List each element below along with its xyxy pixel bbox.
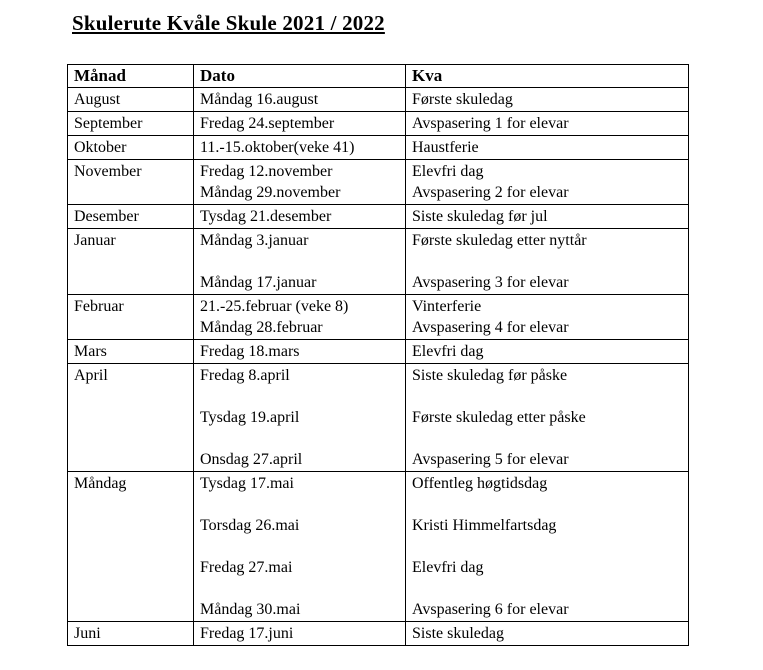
cell-line: Januar — [74, 232, 116, 249]
cell-line: Fredag 27.mai — [200, 559, 293, 576]
date-cell — [194, 88, 406, 112]
month-cell — [68, 472, 194, 622]
table-row — [68, 136, 689, 160]
schedule-table-header — [68, 65, 689, 88]
cell-line: Tysdag 21.desember — [200, 208, 332, 225]
cell-line: Elevfri dag — [412, 163, 484, 180]
month-cell — [68, 88, 194, 112]
date-cell — [194, 205, 406, 229]
event-cell — [406, 160, 689, 205]
cell-line: Siste skuledag før jul — [412, 208, 548, 225]
cell-line — [412, 494, 684, 515]
cell-line: Måndag 16.august — [200, 91, 319, 108]
cell-line — [200, 494, 401, 515]
date-cell — [194, 364, 406, 472]
date-cell — [194, 229, 406, 295]
cell-line: Elevfri dag — [412, 343, 484, 360]
table-row — [68, 340, 689, 364]
date-cell — [194, 136, 406, 160]
month-cell — [68, 205, 194, 229]
cell-line: Måndag 17.januar — [200, 274, 317, 291]
date-cell — [194, 295, 406, 340]
month-cell — [68, 112, 194, 136]
cell-line — [412, 251, 684, 272]
table-row — [68, 229, 689, 295]
event-cell — [406, 136, 689, 160]
cell-line: Fredag 17.juni — [200, 625, 294, 642]
month-cell — [68, 160, 194, 205]
table-row — [68, 472, 689, 622]
cell-line: Måndag 3.januar — [200, 232, 309, 249]
cell-line: Siste skuledag — [412, 625, 504, 642]
cell-line: August — [74, 91, 121, 108]
cell-line — [200, 251, 401, 272]
cell-line: September — [74, 115, 143, 132]
table-row — [68, 88, 689, 112]
header-row — [68, 65, 689, 88]
month-cell — [68, 340, 194, 364]
cell-line: Tysdag 19.april — [200, 409, 300, 426]
event-cell — [406, 340, 689, 364]
cell-line: Måndag 29.november — [200, 184, 341, 201]
cell-line: Måndag 30.mai — [200, 601, 301, 618]
event-cell — [406, 295, 689, 340]
event-cell — [406, 88, 689, 112]
date-cell — [194, 340, 406, 364]
cell-line: 21.-25.februar (veke 8) — [200, 298, 349, 315]
cell-line: Desember — [74, 208, 139, 225]
cell-line — [200, 578, 401, 599]
table-row — [68, 112, 689, 136]
table-row — [68, 364, 689, 472]
cell-line — [200, 428, 401, 449]
cell-line: Avspasering 5 for elevar — [412, 451, 569, 468]
cell-line — [412, 386, 684, 407]
event-cell — [406, 364, 689, 472]
event-cell — [406, 229, 689, 295]
month-cell — [68, 364, 194, 472]
schedule-table — [67, 64, 689, 646]
month-cell — [68, 229, 194, 295]
date-cell — [194, 622, 406, 646]
cell-line: Juni — [74, 625, 101, 642]
cell-line: Avspasering 2 for elevar — [412, 184, 569, 201]
cell-line — [412, 536, 684, 557]
cell-line: Fredag 18.mars — [200, 343, 300, 360]
cell-line — [200, 386, 401, 407]
cell-line: Første skuledag — [412, 91, 513, 108]
table-row — [68, 205, 689, 229]
table-row — [68, 160, 689, 205]
cell-line: Avspasering 3 for elevar — [412, 274, 569, 291]
cell-line: April — [74, 367, 108, 384]
cell-line: November — [74, 163, 142, 180]
cell-line: Avspasering 1 for elevar — [412, 115, 569, 132]
cell-line: 11.-15.oktober(veke 41) — [200, 139, 355, 156]
event-cell — [406, 112, 689, 136]
cell-line: Fredag 12.november — [200, 163, 333, 180]
date-cell — [194, 160, 406, 205]
cell-line: Siste skuledag før påske — [412, 367, 568, 384]
cell-line: Avspasering 6 for elevar — [412, 601, 569, 618]
cell-line: Tysdag 17.mai — [200, 475, 294, 492]
cell-line: Oktober — [74, 139, 127, 156]
cell-line: Kristi Himmelfartsdag — [412, 517, 557, 534]
cell-line: Torsdag 26.mai — [200, 517, 300, 534]
month-cell — [68, 622, 194, 646]
table-row — [68, 622, 689, 646]
column-header-kva: Kva — [406, 65, 689, 88]
date-cell — [194, 112, 406, 136]
cell-line — [200, 536, 401, 557]
cell-line: Onsdag 27.april — [200, 451, 303, 468]
event-cell — [406, 205, 689, 229]
event-cell — [406, 472, 689, 622]
cell-line — [412, 428, 684, 449]
cell-line: Første skuledag etter påske — [412, 409, 586, 426]
cell-line — [412, 578, 684, 599]
cell-line: Fredag 24.september — [200, 115, 335, 132]
cell-line: Mars — [74, 343, 107, 360]
cell-line: Offentleg høgtidsdag — [412, 475, 548, 492]
cell-line: Elevfri dag — [412, 559, 484, 576]
cell-line: Vinterferie — [412, 298, 482, 315]
column-header-manad: Månad — [68, 65, 194, 88]
cell-line: Haustferie — [412, 139, 479, 156]
event-cell — [406, 622, 689, 646]
column-header-dato: Dato — [194, 65, 406, 88]
date-cell — [194, 472, 406, 622]
cell-line: Avspasering 4 for elevar — [412, 319, 569, 336]
cell-line: Fredag 8.april — [200, 367, 290, 384]
schedule-table-body — [68, 88, 689, 646]
cell-line: Februar — [74, 298, 124, 315]
page-title: Skulerute Kvåle Skule 2021 / 2022 — [72, 11, 385, 35]
month-cell — [68, 295, 194, 340]
cell-line: Måndag 28.februar — [200, 319, 323, 336]
month-cell — [68, 136, 194, 160]
table-row — [68, 295, 689, 340]
cell-line: Måndag — [74, 475, 127, 492]
cell-line: Første skuledag etter nyttår — [412, 232, 587, 249]
